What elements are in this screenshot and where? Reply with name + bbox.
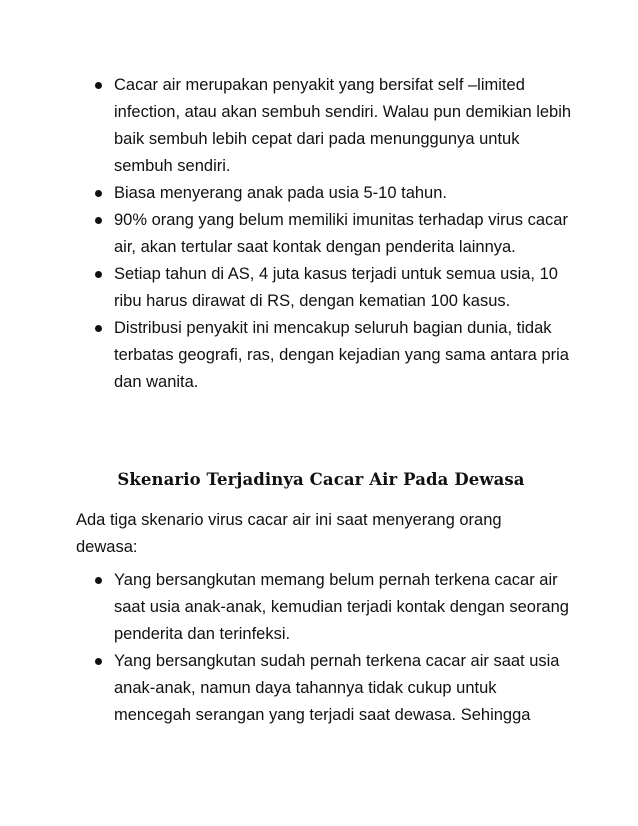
- list-item: [95, 648, 575, 729]
- bullet-icon: [95, 82, 102, 89]
- bullet-icon: [95, 325, 102, 332]
- list-item: [95, 567, 575, 648]
- list-item: [95, 207, 575, 261]
- intro-paragraph: Ada tiga skenario virus cacar air ini saat menyerang orang dewasa:: [76, 511, 502, 556]
- bullet-icon: [95, 271, 102, 278]
- list-item-text: Distribusi penyakit ini mencakup seluruh bagian dunia, tidak terbatas geografi, ras, dengan kejadian yang sama antara pria dan wanita.: [114, 319, 569, 391]
- bullet-icon: [95, 190, 102, 197]
- list-item-text: Setiap tahun di AS, 4 juta kasus terjadi untuk semua usia, 10 ribu harus dirawat di RS, dengan kematian 100 kasus.: [114, 265, 558, 310]
- list-item-text: 90% orang yang belum memiliki imunitas terhadap virus cacar air, akan tertular saat kontak dengan penderita lainnya.: [114, 211, 568, 256]
- list-item: [95, 261, 575, 315]
- bullet-icon: [95, 217, 102, 224]
- list-item: [95, 180, 575, 207]
- list-item-text: Biasa menyerang anak pada usia 5-10 tahun.: [114, 184, 447, 202]
- list-item-text: Cacar air merupakan penyakit yang bersifat self –limited infection, atau akan sembuh sendiri. Walau pun demikian lebih baik sembuh lebih cepat dari pada menunggunya untuk sembuh sendiri.: [114, 76, 572, 175]
- bullet-icon: [95, 577, 102, 584]
- bullet-list-facts: [95, 72, 575, 396]
- bullet-icon: [95, 658, 102, 665]
- section-heading: Skenario Terjadinya Cacar Air Pada Dewasa: [117, 470, 525, 489]
- list-item-text: Yang bersangkutan sudah pernah terkena cacar air saat usia anak-anak, namun daya tahannya tidak cukup untuk mencegah serangan yang terjadi saat dewasa. Sehingga: [114, 652, 560, 724]
- list-item: [95, 315, 575, 396]
- bullet-list-scenarios: [95, 567, 575, 729]
- list-item-text: Yang bersangkutan memang belum pernah terkena cacar air saat usia anak-anak, kemudian terjadi kontak dengan seorang penderita dan terinfeksi.: [114, 571, 569, 643]
- list-item: [95, 72, 575, 180]
